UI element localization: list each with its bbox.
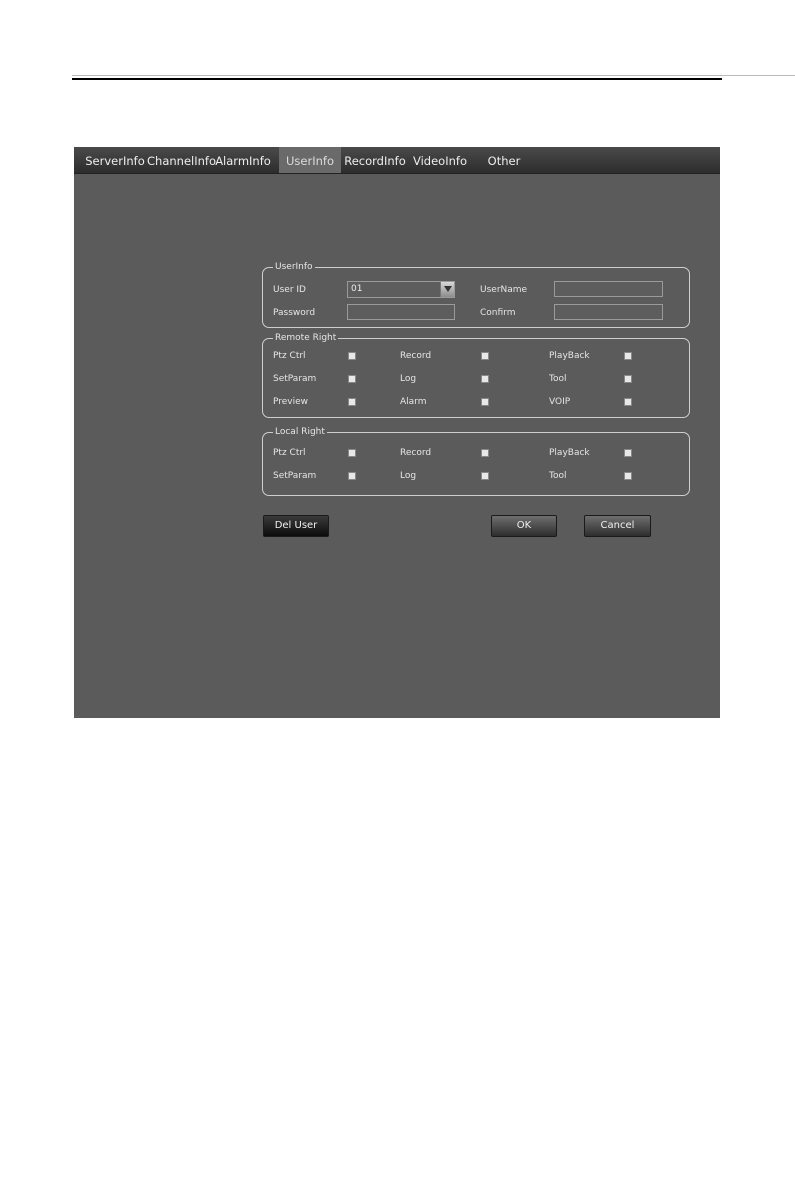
remote-log-label: Log [400, 374, 417, 384]
local-log-label: Log [400, 471, 417, 481]
remote-tool-checkbox[interactable] [624, 375, 632, 383]
remote-record-checkbox[interactable] [481, 352, 489, 360]
username-label: UserName [480, 285, 528, 295]
remote-voip-checkbox[interactable] [624, 398, 632, 406]
tab-userinfo[interactable]: UserInfo [279, 147, 341, 173]
local-ptz-ctrl-checkbox[interactable] [348, 449, 356, 457]
remote-ptz-ctrl-label: Ptz Ctrl [273, 351, 306, 361]
local-tool-label: Tool [549, 471, 567, 481]
local-log-checkbox[interactable] [481, 472, 489, 480]
username-field[interactable] [554, 281, 663, 297]
remote-playback-label: PlayBack [549, 351, 590, 361]
user-id-value: 01 [351, 284, 363, 294]
tab-videoinfo[interactable]: VideoInfo [413, 154, 467, 168]
chevron-down-icon[interactable] [440, 282, 454, 297]
remote-preview-checkbox[interactable] [348, 398, 356, 406]
cancel-button[interactable]: Cancel [584, 515, 651, 537]
remote-right-group-title: Remote Right [275, 333, 337, 343]
header-rule [72, 78, 722, 80]
tab-recordinfo[interactable]: RecordInfo [344, 154, 406, 168]
local-playback-label: PlayBack [549, 448, 590, 458]
remote-alarm-label: Alarm [400, 397, 427, 407]
remote-ptz-ctrl-checkbox[interactable] [348, 352, 356, 360]
tab-other[interactable]: Other [487, 154, 521, 168]
password-field[interactable] [347, 304, 455, 320]
local-right-group [262, 427, 690, 496]
local-tool-checkbox[interactable] [624, 472, 632, 480]
password-label: Password [273, 308, 316, 318]
user-id-select[interactable] [347, 281, 455, 298]
userinfo-group-title: UserInfo [275, 262, 313, 272]
remote-playback-checkbox[interactable] [624, 352, 632, 360]
tab-serverinfo[interactable]: ServerInfo [85, 154, 145, 168]
remote-preview-label: Preview [273, 397, 309, 407]
tab-alarminfo[interactable]: AlarmInfo [215, 154, 271, 168]
remote-alarm-checkbox[interactable] [481, 398, 489, 406]
del-user-button[interactable]: Del User [263, 515, 329, 537]
local-setparam-label: SetParam [273, 471, 317, 481]
local-ptz-ctrl-label: Ptz Ctrl [273, 448, 306, 458]
tab-channelinfo[interactable]: ChannelInfo [147, 154, 216, 168]
local-setparam-checkbox[interactable] [348, 472, 356, 480]
remote-record-label: Record [400, 351, 432, 361]
remote-setparam-checkbox[interactable] [348, 375, 356, 383]
remote-voip-label: VOIP [549, 397, 571, 407]
remote-setparam-label: SetParam [273, 374, 317, 384]
tab-bar [74, 147, 720, 174]
local-record-label: Record [400, 448, 432, 458]
config-window [74, 147, 720, 718]
user-id-label: User ID [273, 285, 306, 295]
local-playback-checkbox[interactable] [624, 449, 632, 457]
local-record-checkbox[interactable] [481, 449, 489, 457]
confirm-label: Confirm [480, 308, 516, 318]
local-right-group-title: Local Right [275, 427, 325, 437]
remote-tool-label: Tool [549, 374, 567, 384]
confirm-field[interactable] [554, 304, 663, 320]
remote-log-checkbox[interactable] [481, 375, 489, 383]
header-rule-thin [72, 75, 795, 76]
ok-button[interactable]: OK [491, 515, 557, 537]
